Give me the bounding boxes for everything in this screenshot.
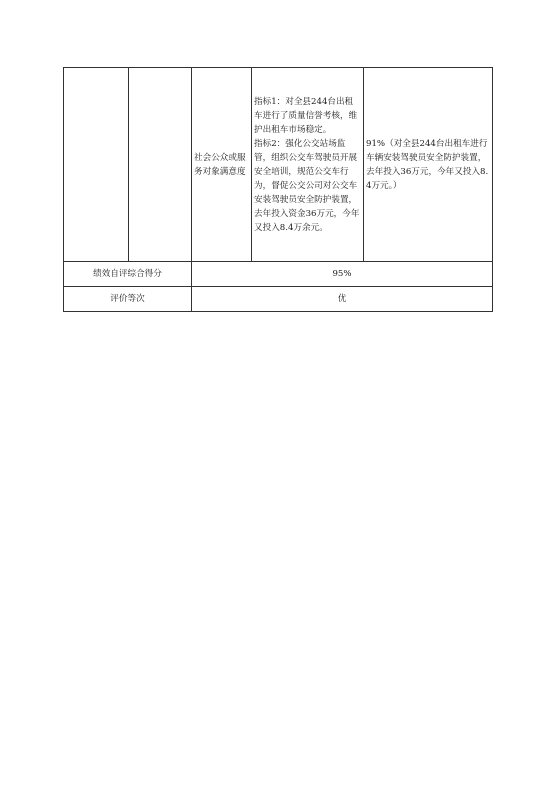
first-level-indicator-cell — [64, 68, 129, 262]
satisfaction-category-cell: 社会公众或服务对象满意度 — [192, 68, 252, 262]
satisfaction-row — [64, 68, 493, 262]
overall-score-label: 绩效自评综合得分 — [64, 262, 192, 287]
indicator-1-text: 指标1：对全县244台出租车进行了质量信誉考核，维护出租车市场稳定。 — [254, 96, 358, 135]
evaluation-grade-row — [64, 287, 493, 312]
evaluation-grade-value: 优 — [192, 287, 493, 312]
indicator-description-cell — [252, 68, 364, 262]
second-level-indicator-cell — [129, 68, 192, 262]
overall-score-value: 95% — [192, 262, 493, 287]
overall-score-row — [64, 262, 493, 287]
performance-evaluation-table — [63, 67, 493, 312]
evaluation-grade-label: 评价等次 — [64, 287, 192, 312]
indicator-2-text: 指标2：强化公交站场监管，组织公交车驾驶员开展安全培训，规范公交车行为，督促公交公司对公交车安装驾驶员安全防护装置，去年投入资金36万元，今年又投入8.4万余元。 — [254, 138, 360, 233]
result-value-cell: 91%（对全县244台出租车进行车辆安装驾驶员安全防护装置，去年投入36万元，今年又投入8.4万元。） — [364, 68, 493, 262]
